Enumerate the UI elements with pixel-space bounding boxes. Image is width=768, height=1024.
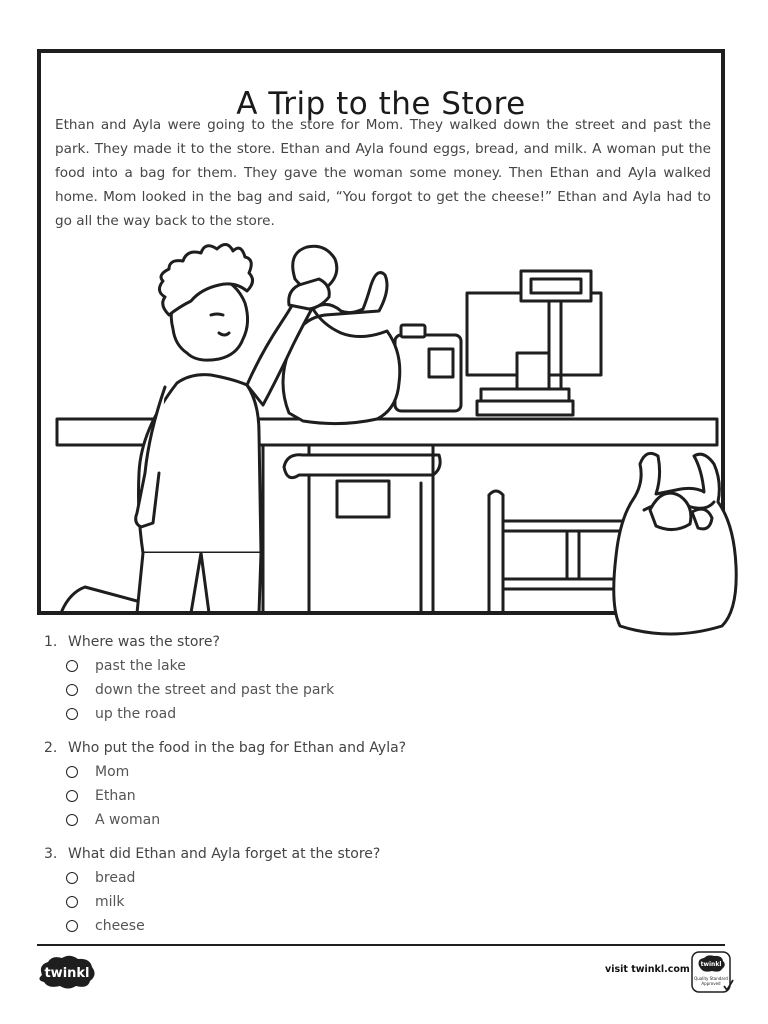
option-label: cheese [95,918,145,934]
empty-radio-icon[interactable] [66,920,78,932]
empty-radio-icon[interactable] [66,708,78,720]
question-text: Who put the food in the bag for Ethan and Ayla? [68,740,407,756]
story-text: Ethan and Ayla were going to the store for Mom. They walked down the street and past the park. They made it to the store. Ethan and Ayla found eggs, bread, and milk. A woman put the food into a bag for them. They gave the woman some money. Then Ethan and Ayla walked home. Mom looked in the bag and said, “You forgot to get the cheese!” Ethan and Ayla had to go all the way back to the store. [55,117,711,229]
question-number: 2. [44,740,58,756]
answer-option[interactable] [66,760,724,784]
question-text: Where was the store? [68,634,220,650]
scale-platform [477,401,573,415]
option-label: milk [95,894,125,910]
empty-radio-icon[interactable] [66,872,78,884]
answer-option[interactable] [66,808,724,832]
answer-option[interactable] [66,914,724,938]
option-label: A woman [95,812,161,828]
question-3 [44,842,724,938]
option-label: past the lake [95,658,186,674]
answer-option[interactable] [66,890,724,914]
visit-link[interactable]: visit twinkl.com [605,964,690,975]
question-2 [44,736,724,832]
badge-brand: twinkl [700,961,722,968]
twinkl-logo[interactable] [36,953,98,991]
answer-option[interactable] [66,678,724,702]
outside-grocery-bag-illustration [610,446,742,638]
option-label: bread [95,870,136,886]
answer-option[interactable] [66,702,724,726]
option-label: Mom [95,764,130,780]
empty-radio-icon[interactable] [66,766,78,778]
answer-option[interactable] [66,866,724,890]
question-number: 1. [44,634,58,650]
empty-radio-icon[interactable] [66,814,78,826]
quality-standard-badge [690,950,734,994]
badge-text-line-1: Quality Standard [694,976,728,981]
question-1 [44,630,724,726]
footer-divider [37,944,725,946]
boy-legs [137,553,261,611]
answer-option[interactable] [66,784,724,808]
page-title: A Trip to the Store [236,85,526,122]
logo-text: twinkl [44,966,90,981]
question-text: What did Ethan and Ayla forget at the store? [68,846,381,862]
question-number: 3. [44,846,58,862]
empty-radio-icon[interactable] [66,790,78,802]
empty-radio-icon[interactable] [66,684,78,696]
option-label: Ethan [95,788,136,804]
badge-text-line-2: Approved [701,981,721,986]
questions-section [44,630,724,948]
empty-radio-icon[interactable] [66,896,78,908]
option-label: down the street and past the park [95,682,335,698]
empty-radio-icon[interactable] [66,660,78,672]
option-label: up the road [95,706,177,722]
answer-option[interactable] [66,654,724,678]
